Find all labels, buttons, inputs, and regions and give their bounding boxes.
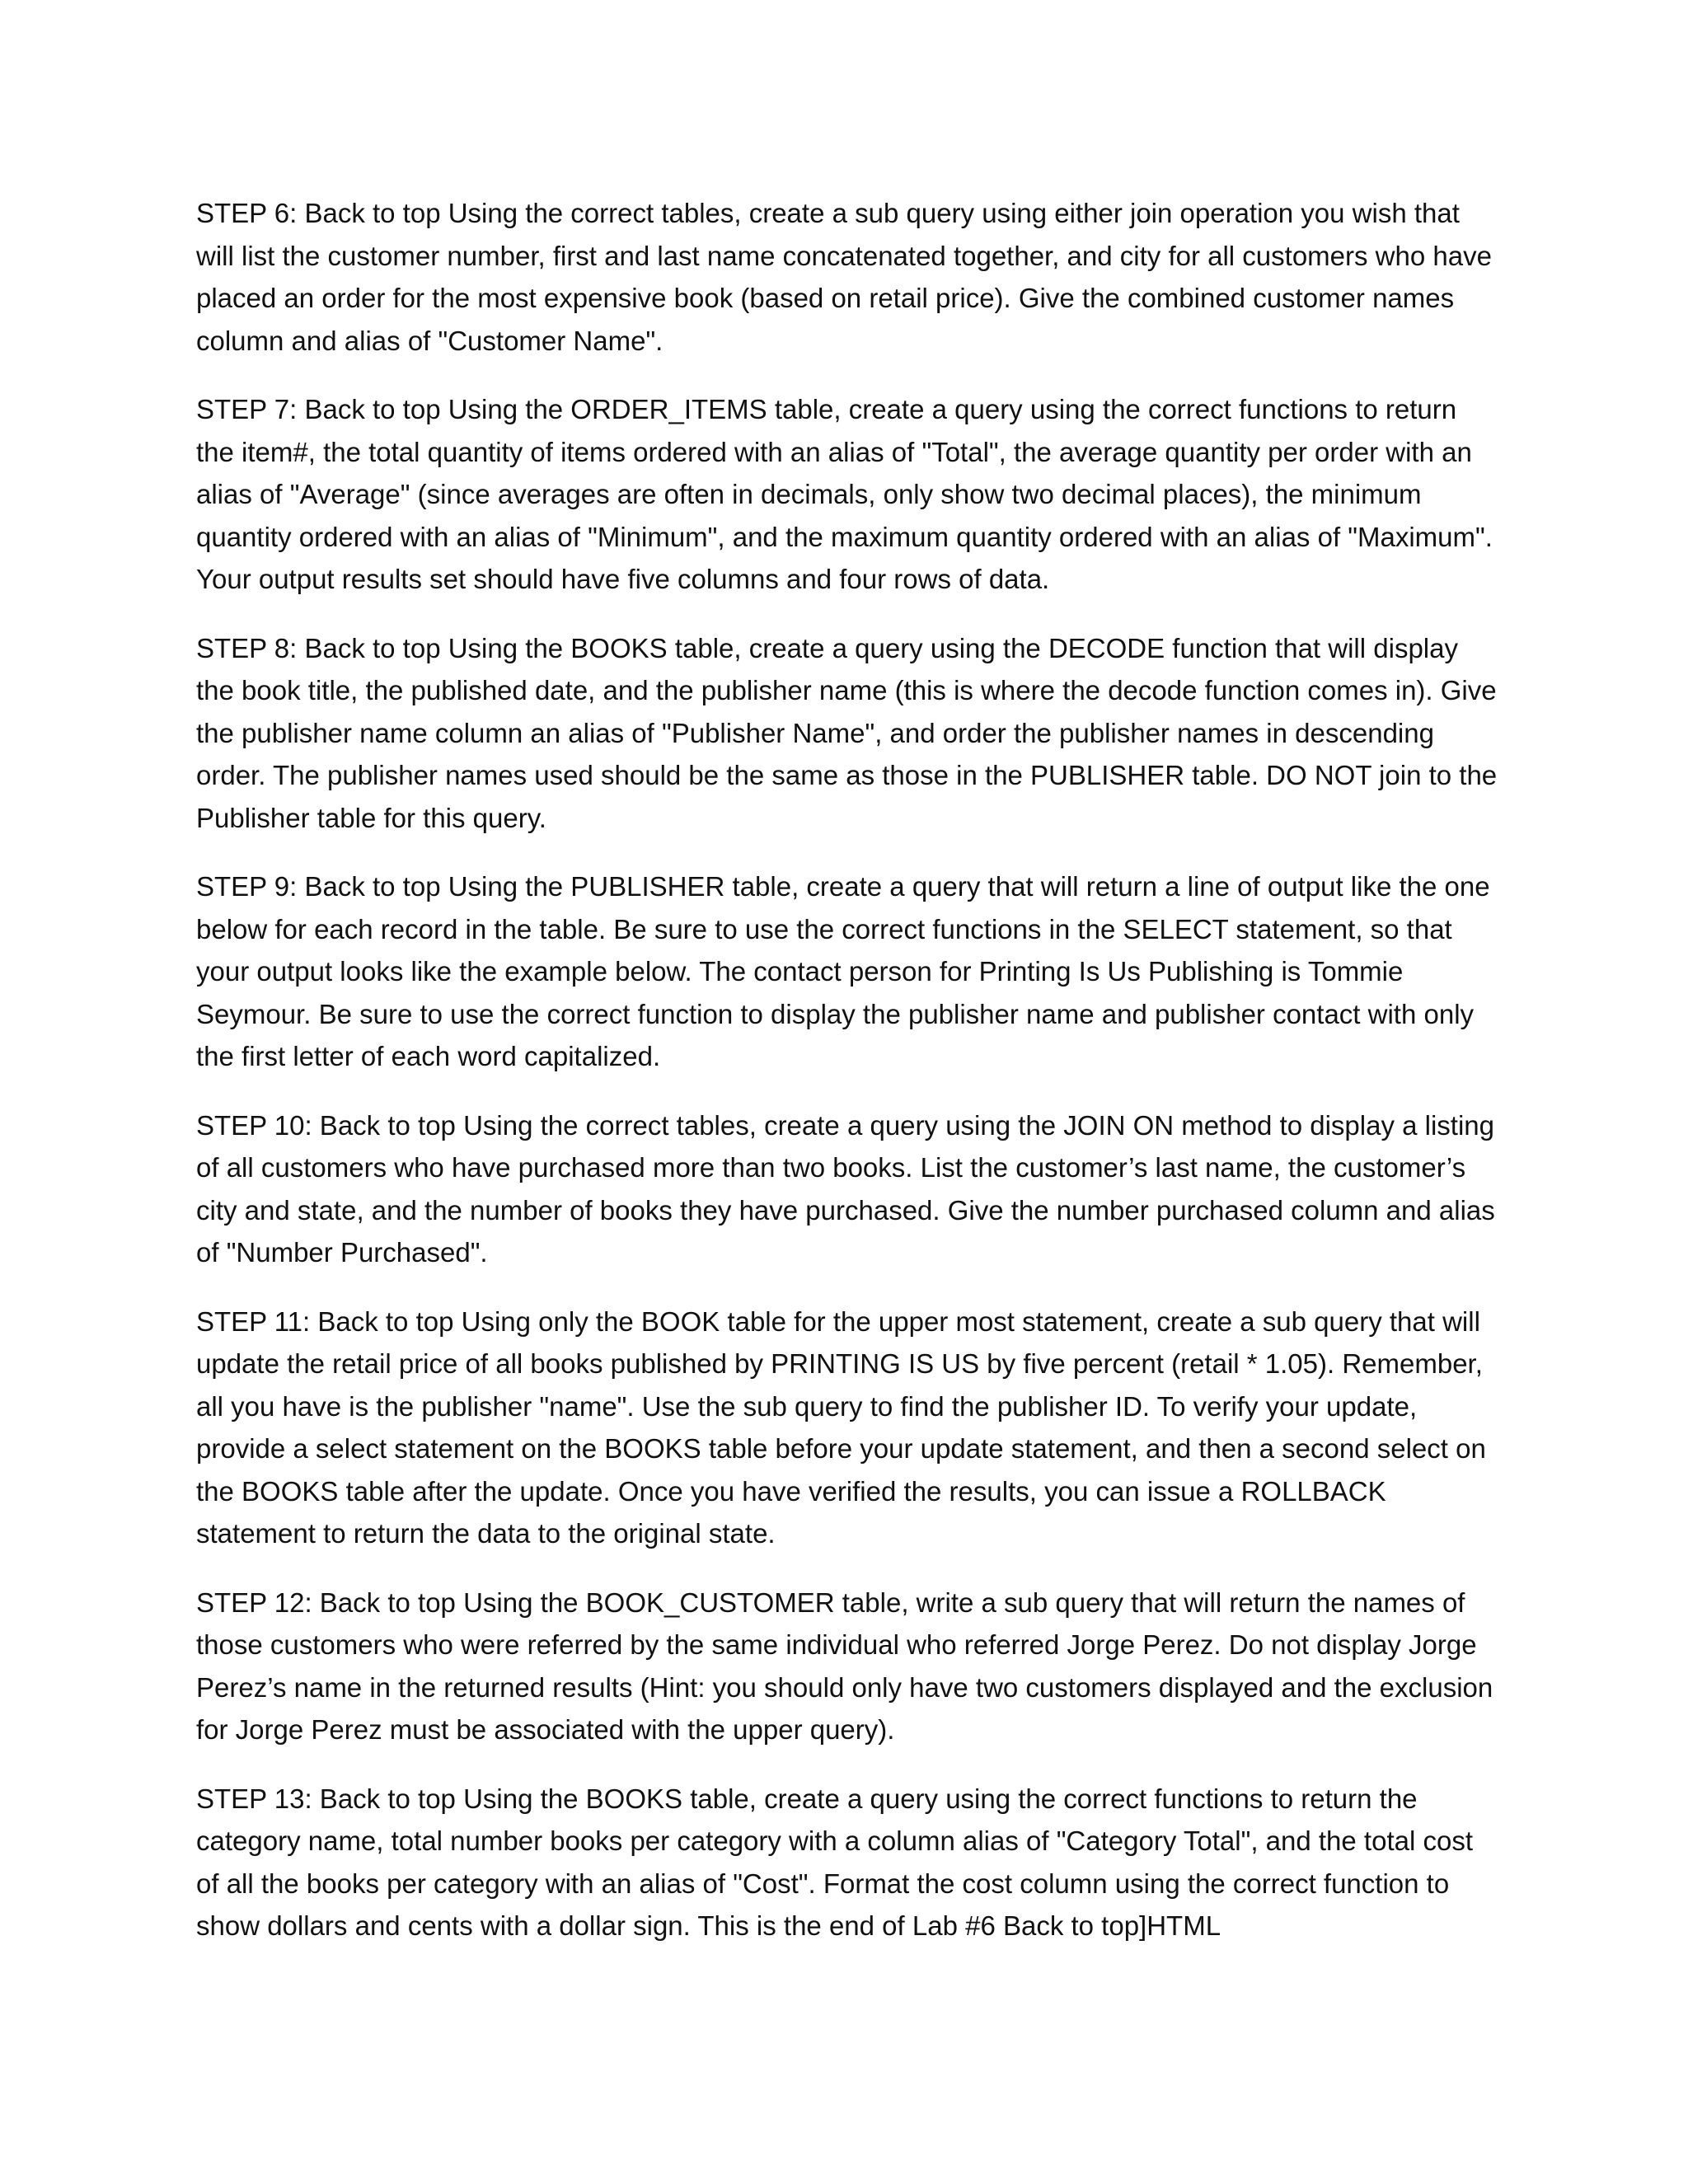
step-11-paragraph: STEP 11: Back to top Using only the BOOK table for the upper most statement, create a sub query that will update the retail price of all books published by PRINTING IS US by five percent (retail * 1.05). Remember, all you have is the publisher "name". Use the sub query to find the publisher ID. To verify your update, provide a select statement on the BOOKS table before your update statement, and then a second select on the BOOKS table after the update. Once you have verified the results, you can issue a ROLLBACK statement to return the data to the original state. [196, 1305, 1486, 1549]
step-9-paragraph: STEP 9: Back to top Using the PUBLISHER table, create a query that will return a line of output like the one below for each record in the table. Be sure to use the correct functions in the SELECT statement, so that your output looks like the example below. The contact person for Printing Is Us Publishing is Tommie Seymour. Be sure to use the correct function to display the publisher name and publisher contact with only the first letter of each word capitalized. [196, 871, 1490, 1071]
step-12-paragraph: STEP 12: Back to top Using the BOOK_CUSTOMER table, write a sub query that will return the names of those customers who were referred by the same individual who referred Jorge Perez. Do not display Jorge Perez’s name in the returned results (Hint: you should only have two customers displayed and the exclusion for Jorge Perez must be associated with the upper query). [196, 1586, 1493, 1745]
step-10-paragraph: STEP 10: Back to top Using the correct tables, create a query using the JOIN ON method to display a listing of all customers who have purchased more than two books. List the customer’s last name, the customer’s city and state, and the number of books they have purchased. Give the number purchased column and alias of "Number Purchased". [196, 1109, 1495, 1268]
step-7-paragraph: STEP 7: Back to top Using the ORDER_ITEMS table, create a query using the correct functions to return the item#, the total quantity of items ordered with an alias of "Total", the average quantity per order with an alias of "Average" (since averages are often in decimals, only show two decimal places), the minimum quantity ordered with an alias of "Minimum", and the maximum quantity ordered with an alias of "Maximum". Your output results set should have five columns and four rows of data. [196, 394, 1493, 594]
step-13-paragraph: STEP 13: Back to top Using the BOOKS table, create a query using the correct functions to return the category name, total number books per category with a column alias of "Category Total", and the total cost of all the books per category with an alias of "Cost". Format the cost column using the correct function to show dollars and cents with a dollar sign. This is the end of Lab #6 Back to top]HTML [196, 1783, 1473, 1941]
document-body [196, 192, 1498, 1974]
step-8-paragraph: STEP 8: Back to top Using the BOOKS table, create a query using the DECODE function that will display the book title, the published date, and the publisher name (this is where the decode function comes in). Give the publisher name column an alias of "Publisher Name", and order the publisher names in descending order. The publisher names used should be the same as those in the PUBLISHER table. DO NOT join to the Publisher table for this query. [196, 632, 1498, 833]
step-6-paragraph: STEP 6: Back to top Using the correct tables, create a sub query using either join operation you wish that will list the customer number, first and last name concatenated together, and city for all customers who have placed an order for the most expensive book (based on retail price). Give the combined customer names column and alias of "Customer Name". [196, 198, 1492, 356]
